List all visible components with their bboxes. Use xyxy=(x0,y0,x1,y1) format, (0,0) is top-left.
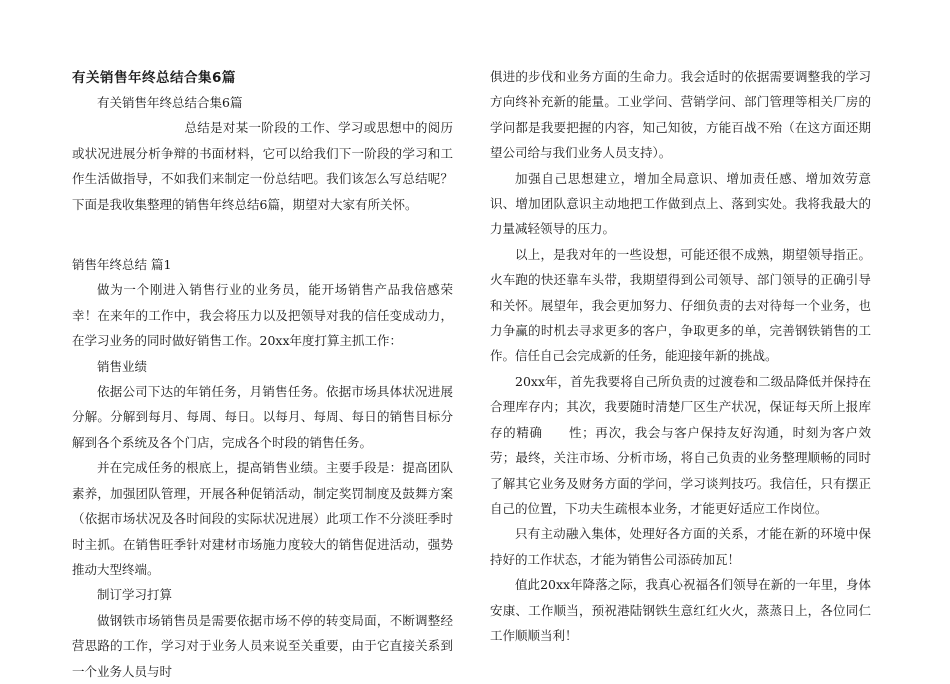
left-column xyxy=(72,90,453,684)
paragraph: 做钢铁市场销售员是需要依据市场不停的转变局面，不断调整经营思路的工作，学习对于业务人员来说至关重要，由于它直接关系到一个业务人员与时 xyxy=(72,612,453,679)
paragraph: 做为一个刚进入销售行业的业务员，能开场销售产品我倍感荣幸！在来年的工作中，我会将压力以及把领导对我的信任变成动力，在学习业务的同时做好销售工作。20xx年度打算主抓工作： xyxy=(72,282,453,349)
paragraph: 只有主动融入集体，处理好各方面的关系，才能在新的环境中保持好的工作状态，才能为销售公司添砖加瓦！ xyxy=(490,526,871,567)
spacer xyxy=(72,217,453,242)
paragraph: 值此20xx年降落之际，我真心祝福各们领导在新的一年里，身体安康、工作顺当，预祝港陆钢铁生意红红火火，蒸蒸日上，各位同仁工作顺顺当利！ xyxy=(490,577,871,643)
document-title: 有关销售年终总结合集6篇 xyxy=(72,70,236,86)
paragraph: 20xx年，首先我要将自己所负责的过渡卷和二级品降低并保持在合理库存内；其次，我要随时清楚厂区生产状况，保证每天所上报库存的精确 性；再次，我会与客户保持友好沟通，时刻为客户效劳；最终，关注市场、分析市场，将自己负责的业务整理顺畅的同时了解其它业务及财务方面的学问，学习谈判技巧。我信任，只有摆正自己的位置，下功夫生疏根本业务，才能更好适应工作岗位。 xyxy=(490,373,871,516)
section-title: 销售年终总结 篇1 xyxy=(72,257,172,273)
heading-sales-performance: 销售业绩 xyxy=(97,358,148,374)
paragraph: 并在完成任务的根底上，提高销售业绩。主要手段是：提高团队素养，加强团队管理，开展各种促销活动，制定奖罚制度及鼓舞方案（依据市场状况及各时间段的实际状况进展）此项工作不分淡旺季时时主抓。在销售旺季针对建材市场施力度较大的销售促进活动，强势推动大型终端。 xyxy=(72,460,453,577)
intro-paragraph: 总结是对某一阶段的工作、学习或思想中的阅历或状况进展分析争辩的书面材料，它可以给我们下一阶段的学习和工作生活做指导，不如我们来制定一份总结吧。我们该怎么写总结呢？下面是我收集整理的销售年终总结6篇，期望对大家有所关怀。 xyxy=(72,120,453,212)
paragraph: 加强自己思想建立，增加全局意识、增加责任感、增加效劳意识、增加团队意识主动地把工作做到点上、落到实处。我将我最大的力量减轻领导的压力。 xyxy=(490,170,871,237)
paragraph: 依据公司下达的年销任务，月销售任务。依据市场具体状况进展分解。分解到每月、每周、每日。以每月、每周、每日的销售目标分解到各个系统及各个门店，完成各个时段的销售任务。 xyxy=(72,384,453,450)
paragraph: 以上，是我对年的一些设想，可能还很不成熟，期望领导指正。火车跑的快还靠车头带，我期望得到公司领导、部门领导的正确引导和关怀。展望年，我会更加努力、仔细负责的去对待每一个业务，也力争赢的时机去寻求更多的客户，争取更多的单，完善钢铁销售的工作。信任自己会完成新的任务，能迎接年新的挑战。 xyxy=(490,246,871,364)
subtitle: 有关销售年终总结合集6篇 xyxy=(97,95,243,110)
paragraph: 俱进的步伐和业务方面的生命力。我会适时的依据需要调整我的学习方向终补充新的能量。工业学问、营销学问、部门管理等相关厂房的学问都是我要把握的内容，知己知彼，方能百战不殆（在这方面还期望公司给与我们业务人员支持）。 xyxy=(490,69,871,161)
heading-study-plan: 制订学习打算 xyxy=(97,587,173,603)
right-column xyxy=(490,64,871,648)
